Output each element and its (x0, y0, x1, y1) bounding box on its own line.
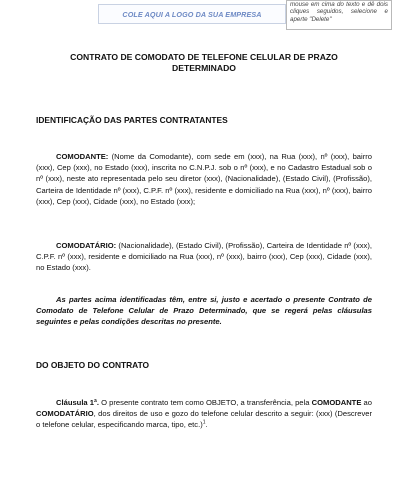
logo-placeholder[interactable] (98, 4, 286, 24)
document-title (36, 52, 372, 74)
section-heading-objeto: DO OBJETO DO CONTRATO (36, 360, 150, 370)
clausula-text-2: ao (361, 398, 372, 407)
title-line-2: DETERMINADO (172, 63, 236, 73)
comodante-label: COMODANTE: (56, 152, 109, 161)
footnote-marker[interactable]: 1 (202, 419, 206, 426)
instruction-text: mouse em cima do texto e dê dois cliques seguidos, selecione e aperte "Delete" (290, 1, 388, 23)
clausula-text-1: O presente contrato tem como OBJETO, a transferência, pela (98, 398, 312, 407)
paragraph-comodante (36, 151, 372, 207)
clausula-end: . (205, 420, 208, 430)
partes-text: As partes acima identificadas têm, entre si, justo e acertado o presente Contrato de Comodato de Telefone Celular de Prazo Determinado, que se regerá pelas cláusulas seguintes e pelas condições descritas no presente. (36, 295, 372, 327)
paragraph-partes (36, 294, 372, 328)
paragraph-comodatario (36, 240, 372, 274)
section-heading-identificacao: IDENTIFICAÇÃO DAS PARTES CONTRATANTES (36, 115, 228, 125)
clausula-comodatario: COMODATÁRIO (36, 409, 94, 419)
comodatario-text: (Nacionalidade), (Estado Civil), (Profissão), Carteira de Identidade nº (xxx), C.P.F. nº (xxx), residente e domiciliado na Rua (xxx), nº (xxx), bairro (xxx), Cep (xxx), Cidade (xxx), no Estado (xxx). (36, 241, 372, 273)
instruction-tooltip (286, 0, 392, 30)
logo-placeholder-text: COLE AQUI A LOGO DA SUA EMPRESA (122, 9, 262, 19)
clausula-text-3: , dos direitos de uso e gozo do telefone celular descrito a seguir: (xxx) (Descrever o telefone celular, especificando marca, tipo, etc.) (36, 409, 372, 430)
clausula-comodante: COMODANTE (311, 398, 362, 407)
clausula-label: Cláusula 1ª. (56, 398, 99, 407)
paragraph-clausula-1 (36, 397, 372, 431)
title-line-1: CONTRATO DE COMODATO DE TELEFONE CELULAR DE PRAZO (70, 52, 338, 62)
comodatario-label: COMODATÁRIO: (56, 241, 117, 250)
comodante-text: (Nome da Comodante), com sede em (xxx), na Rua (xxx), nº (xxx), bairro (xxx), Cep (xxx), no Estado (xxx), inscrita no C.N.P.J. sob o nº (xxx), e no Cadastro Estadual sob o nº (xxx), neste ato representada pelo seu diretor (xxx), (Nacionalidade), (Estado Civil), (Profissão), Carteira de Identidade nº (xxx), C.P.F. nº (xxx), residente e domiciliado na Rua (xxx), nº (xxx), bairro (xxx), Cep (xxx), Cidade (xxx), no Estado (xxx); (36, 152, 372, 206)
